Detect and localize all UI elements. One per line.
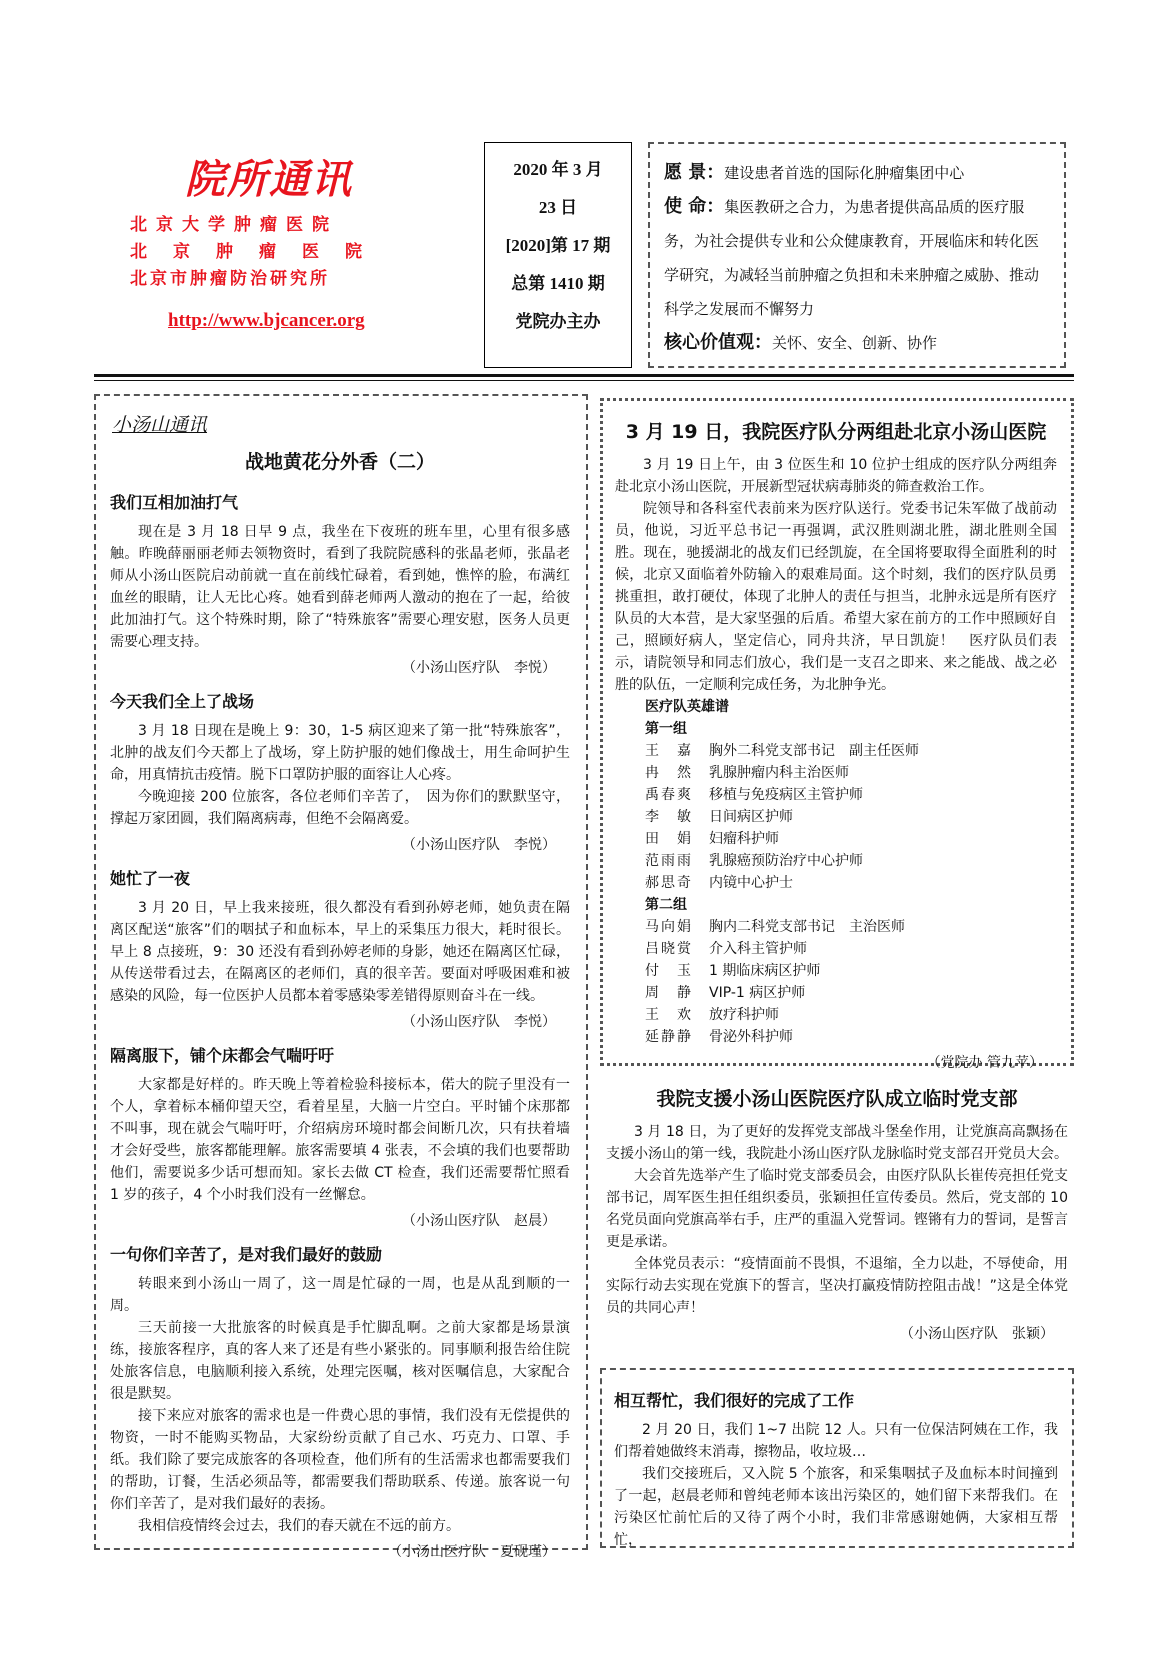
issue-date-month: 2020 年 3 月 <box>513 160 603 179</box>
org-name-1: 北京大学肿瘤医院 <box>130 215 338 235</box>
member-name: 冉 然 <box>645 765 693 781</box>
member-role: 胸外二科党支部书记 副主任医师 <box>709 743 919 759</box>
mission-label: 使 命： <box>664 196 725 217</box>
paragraph: 院领导和各科室代表前来为医疗队送行。党委书记朱军做了战前动员，他说，习近平总书记一再强调，武汉胜则湖北胜，湖北胜则全国胜。现在，驰援湖北的战友们已经凯旋，在全国将要取得全面胜利的时候，北京又面临着外防输入的艰难局面。这个时刻，我们的医疗队员勇挑重担，敢打硬仗，体现了北肿人的责任与担当，北肿永远是所有医疗队员的大本营，是大家坚强的后盾。希望大家在前方的工作中照顾好自己，照顾好病人，坚定信心，同舟共济，早日凯旋！ 医疗队员们表示，请院领导和同志们放心，我们是一支召之即来、来之能战、战之必胜的队伍，一定顺利完成任务，为北肿争光。 <box>615 501 1057 693</box>
paragraph: 现在是 3 月 18 日早 9 点，我坐在下夜班的班车里，心里有很多感触。昨晚薛丽丽老师去领物资时，看到了我院院感科的张晶老师，张晶老师从小汤山医院启动前就一直在前线忙碌着，看到她，憔悴的脸，布满红血丝的眼睛，让人无比心疼。她看到薛老师两人激动的抱在了一起，给彼此加油打气。这个特殊时期，除了“特殊旅客”需要心理安慰，医务人员更需要心理支持。 <box>110 524 570 650</box>
roster-row <box>645 982 1057 1004</box>
left-column-box <box>94 394 588 1560</box>
paragraph: 我相信疫情终会过去，我们的春天就在不远的前方。 <box>138 1518 460 1534</box>
section-title-5: 一句你们辛苦了，是对我们最好的鼓励 <box>110 1245 383 1264</box>
member-role: 放疗科护师 <box>709 1007 779 1023</box>
group-1-label: 第一组 <box>645 721 687 737</box>
roster-row <box>645 740 1057 762</box>
issue-total-number: 总第 1410 期 <box>511 274 605 293</box>
medical-team-box <box>600 398 1074 1071</box>
group-2-list <box>615 916 1057 1048</box>
section-title-1: 我们互相加油打气 <box>110 493 239 512</box>
paragraph: 大家都是好样的。昨天晚上等着检验科接标本，偌大的院子里没有一个人，拿着标本桶仰望天空，看着星星，大脑一片空白。平时铺个床那都不叫事，现在就会气喘吁吁，介绍病房环境时都会间断几次，只有扶着墙才会好受些，旅客都能理解。旅客需要填 4 张表，不会填的我们也要帮助他们，需要说多少话可想而知。家长去做 CT 检查，我们还需要帮忙照看 1 岁的孩子，4 个小时我们没有一丝懈怠。 <box>110 1077 570 1203</box>
paragraph: 3 月 19 日上午，由 3 位医生和 10 位护士组成的医疗队分两组奔赴北京小汤山医院，开展新型冠状病毒肺炎的筛查救治工作。 <box>615 457 1057 495</box>
roster-row <box>645 938 1057 960</box>
member-role: 乳腺肿瘤内科主治医师 <box>709 765 849 781</box>
byline: （小汤山医疗队 李悦） <box>402 660 556 676</box>
roster-row <box>645 806 1057 828</box>
paragraph: 大会首先选举产生了临时党支部委员会，由医疗队队长崔传亮担任党支部书记，周军医生担任组织委员，张颖担任宣传委员。然后，党支部的 10 名党员面向党旗高举右手，庄严的重温入党誓词。铿锵有力的誓词，是誓言更是承诺。 <box>606 1168 1068 1250</box>
byline: （小汤山医疗队 夏砚瑾） <box>388 1544 556 1560</box>
section-title-3: 她忙了一夜 <box>110 869 191 888</box>
paragraph: 今晚迎接 200 位旅客，各位老师们辛苦了， 因为你们的默默坚守，撑起万家团圆，我们隔离病毒，但绝不会隔离爱。 <box>110 789 570 827</box>
paragraph: 全体党员表示：“疫情面前不畏惧，不退缩，全力以赴，不辱使命，用实际行动去实现在党旗下的誓言，坚决打赢疫情防控阻击战！”这是全体党员的共同心声！ <box>606 1256 1068 1316</box>
member-name: 范雨雨 <box>645 853 693 869</box>
header-divider-thin <box>94 380 1074 381</box>
article-title: 战地黄花分外香（二） <box>244 451 435 473</box>
roster-row <box>645 916 1057 938</box>
member-name: 周 静 <box>645 985 693 1001</box>
byline: （小汤山医疗队 赵晨） <box>402 1213 556 1229</box>
mutual-help-box <box>600 1368 1074 1548</box>
paragraph: 我们交接班后，又入院 5 个旅客，和采集咽拭子及血标本时间撞到了一起，赵晨老师和曾纯老师本该出污染区的，她们留下来帮我们。在污染区忙前忙后的又待了两个小时，我们非常感谢她俩，大家相互帮忙， <box>614 1466 1058 1548</box>
values-line <box>664 326 1052 360</box>
values-text: 关怀、安全、创新、协作 <box>772 334 938 352</box>
roster-row <box>645 850 1057 872</box>
values-label: 核心价值观： <box>664 332 772 353</box>
section-title-4: 隔离服下，铺个床都会气喘吁吁 <box>110 1046 335 1065</box>
paragraph: 接下来应对旅客的需求也是一件费心思的事情，我们没有无偿提供的物资，一时不能购买物品，大家纷纷贡献了自己水、巧克力、口罩、手纸。我们除了要完成旅客的各项检查，他们所有的生活需求也都需要我们的帮助，订餐，生活必须品等，都需要我们帮助联系、传递。旅客说一句你们辛苦了，是对我们最好的表扬。 <box>110 1408 570 1512</box>
member-name: 马向娟 <box>645 919 693 935</box>
member-name: 李 敏 <box>645 809 693 825</box>
vision-line <box>664 156 1052 190</box>
org-name-2: 北京肿瘤医院 <box>130 242 388 262</box>
group-2-label: 第二组 <box>645 897 687 913</box>
member-name: 田 娟 <box>645 831 693 847</box>
paragraph: 三天前接一大批旅客的时候真是手忙脚乱啊。之前大家都是场景演练，接旅客程序，真的客人来了还是有些小紧张的。同事顺利报告给住院处旅客信息，电脑顺利接入系统，处理完医嘱，核对医嘱信息，大家配合很是默契。 <box>110 1320 570 1402</box>
mission-text: 集医教研之合力，为患者提供高品质的医疗服务，为社会提供专业和公众健康教育，开展临床和转化医学研究，为减轻当前肿瘤之负担和未来肿瘤之威胁、推动科学之发展而不懈努力 <box>664 198 1040 318</box>
paragraph: 3 月 18 日现在是晚上 9：30，1-5 病区迎来了第一批“特殊旅客”，北肿的战友们今天都上了战场，穿上防护服的她们像战士，用生命呵护生命，用真情抗击疫情。脱下口罩防护服的面容让人心疼。 <box>110 723 570 783</box>
member-name: 延静静 <box>645 1029 693 1045</box>
member-name: 吕晓赏 <box>645 941 693 957</box>
header-divider-thick <box>94 374 1074 377</box>
member-name: 王 欢 <box>645 1007 693 1023</box>
group-1-list <box>615 740 1057 894</box>
member-name: 郝思奇 <box>645 875 693 891</box>
paragraph: 3 月 20 日，早上我来接班，很久都没有看到孙婷老师，她负责在隔离区配送“旅客”们的咽拭子和血标本，早上的采集压力很大，耗时很长。早上 8 点接班，9：30 还没有看到孙婷老师的身影，她还在隔离区忙碌，从传送带看过去，在隔离区的老师们，真的很辛苦。要面对呼吸困难和被感染的风险，每一位医护人员都本着零感染零差错得原则奋斗在一线。 <box>110 900 570 1004</box>
member-role: 胸内二科党支部书记 主治医师 <box>709 919 905 935</box>
roster-row <box>645 828 1057 850</box>
member-role: 移植与免疫病区主管护师 <box>709 787 863 803</box>
vision-label: 愿 景： <box>664 162 725 183</box>
roster-row <box>645 1026 1057 1048</box>
article-title: 我院支援小汤山医院医疗队成立临时党支部 <box>656 1088 1018 1110</box>
website-link[interactable]: http://www.bjcancer.org <box>168 310 365 331</box>
member-role: VIP-1 病区护师 <box>709 985 806 1001</box>
masthead-title: 院所通讯 <box>185 156 353 203</box>
member-role: 1 期临床病区护师 <box>709 963 821 979</box>
roster-row <box>645 784 1057 806</box>
byline: （小汤山医疗队 李悦） <box>402 837 556 853</box>
member-role: 介入科主管护师 <box>709 941 807 957</box>
section-title: 相互帮忙，我们很好的完成了工作 <box>614 1391 855 1410</box>
issue-number: [2020]第 17 期 <box>505 236 611 255</box>
paragraph: 转眼来到小汤山一周了，这一周是忙碌的一周，也是从乱到顺的一周。 <box>110 1276 570 1314</box>
paragraph: 3 月 18 日，为了更好的发挥党支部战斗堡垒作用，让党旗高高飘扬在支援小汤山的第一线，我院赴小汤山医疗队龙脉临时党支部召开党员大会。 <box>606 1124 1068 1162</box>
org-name-3: 北京市肿瘤防治研究所 <box>130 269 330 289</box>
mission-box <box>648 142 1066 368</box>
member-name: 王 嘉 <box>645 743 693 759</box>
roster-row <box>645 960 1057 982</box>
member-role: 骨泌外科护师 <box>709 1029 793 1045</box>
member-role: 妇瘤科护师 <box>709 831 779 847</box>
member-role: 日间病区护师 <box>709 809 793 825</box>
party-branch-article <box>606 1084 1068 1355</box>
issue-info-box <box>484 142 632 368</box>
roster-row <box>645 872 1057 894</box>
column-tag: 小汤山通讯 <box>112 414 208 436</box>
member-name: 禹春爽 <box>645 787 693 803</box>
mission-line <box>664 190 1052 326</box>
issue-publisher: 党院办主办 <box>515 312 601 331</box>
roster-row <box>645 1004 1057 1026</box>
section-title-2: 今天我们全上了战场 <box>110 692 255 711</box>
issue-date-day: 23 日 <box>538 198 578 217</box>
vision-text: 建设患者首选的国际化肿瘤集团中心 <box>724 164 965 182</box>
member-name: 付 玉 <box>645 963 693 979</box>
roster-heading: 医疗队英雄谱 <box>645 699 729 715</box>
paragraph: 2 月 20 日，我们 1~7 出院 12 人。只有一位保洁阿姨在工作，我们帮着她做终末消毒，擦物品，收垃圾… <box>614 1422 1058 1460</box>
byline: （小汤山医疗队 张颖） <box>900 1326 1054 1342</box>
byline: （小汤山医疗队 李悦） <box>402 1014 556 1030</box>
article-title: 3 月 19 日，我院医疗队分两组赴北京小汤山医院 <box>625 421 1047 443</box>
member-role: 乳腺癌预防治疗中心护师 <box>709 853 863 869</box>
byline: （党院办 管九苹） <box>926 1055 1043 1071</box>
member-role: 内镜中心护士 <box>709 875 793 891</box>
roster-row <box>645 762 1057 784</box>
